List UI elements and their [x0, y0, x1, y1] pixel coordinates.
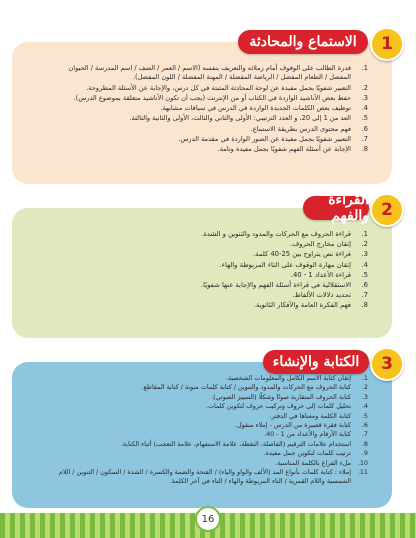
- list-item-text: إملاء : كتابة كلمات بأنواع المد (الألف والواو والياء) / الفتحة والضمة والكسرة / الشدة / السكون / التنوين / اللام الشمسية واللام القمرية / التاء المربوطة والهاء / التاء في آخر الكلمة.: [58, 467, 351, 485]
- list-item-text: توظيف بعض الكلمات الجديدة الواردة في الدرس في سياقات مشابهة.: [160, 104, 351, 113]
- list-item-number: 2.: [361, 383, 368, 392]
- list-item-text: التعبير شفويًا بجمل مفيدة عن لوحة المحادثة المثبتة في كل درس، والإجابة عن الأسئلة المطروحة.: [86, 83, 351, 92]
- list-item-number: 1.: [361, 374, 368, 382]
- list-item-number: 8.: [361, 301, 368, 310]
- list-item: [108, 230, 368, 240]
- list-item-number: 6.: [361, 124, 368, 133]
- list-item-number: 6.: [361, 280, 368, 289]
- list-item-text: كتابة فقرة قصيرة من الدرس - إملاء منقول.: [234, 420, 351, 429]
- list-item: [48, 145, 368, 154]
- list-item: [48, 94, 368, 103]
- list-item-text: ترتيب كلمات لتكوين جمل مفيدة.: [263, 449, 351, 458]
- section-number-badge-2: 2: [370, 193, 404, 227]
- list-item: [48, 459, 368, 468]
- list-item-text: حفظ بعض الأناشيد الواردة في الكتاب أو من الإنترنت (يجب أن تكون الأناشيد متعلقة بموضوع الدرس).: [73, 93, 351, 102]
- list-item-text: تحديد دلالات الألفاظ.: [292, 291, 351, 300]
- list-item: [48, 383, 368, 392]
- list-item: [48, 430, 368, 439]
- listening-speaking-list: [48, 64, 368, 156]
- list-item: [108, 271, 368, 281]
- list-item-text: إتقان مهارة الوقوف على التاء المربوطة والهاء.: [219, 260, 351, 269]
- list-item: [48, 135, 368, 144]
- section-number-badge-3: 3: [370, 347, 404, 381]
- section-title-reading-comprehension: القراءة والفهم: [303, 196, 369, 220]
- list-item-number: 11.: [357, 467, 368, 476]
- list-item: [48, 114, 368, 123]
- list-item-text: العد من 1 إلى 20، و العدد الترتيبي: الأولى والثاني والثالث، الأولى والثانية والثالثة.: [129, 114, 351, 123]
- list-item: [108, 261, 368, 271]
- list-item-text: الإجابة عن أسئلة الفهم شفويًا بجمل مفيدة وتامة.: [217, 145, 351, 154]
- reading-comprehension-list: [108, 230, 368, 312]
- list-item: [48, 125, 368, 134]
- list-item-number: 3.: [361, 392, 368, 401]
- list-item-text: قراءة الحروف مع الحركات والمدود والتنوين و الشدة.: [201, 230, 351, 238]
- list-item-text: التعبير شفويًا بجمل مفيدة عن الصور الواردة في مقدمة الدرس.: [178, 135, 351, 144]
- list-item-text: إتقان مخارج الحروف.: [290, 240, 351, 249]
- list-item-number: 7.: [361, 135, 368, 144]
- list-item: [48, 393, 368, 402]
- list-item-number: 1.: [361, 230, 368, 238]
- list-item-number: 4.: [361, 402, 368, 411]
- list-item-text: فهم محتوى الدرس بطريقة الاستماع.: [250, 124, 351, 133]
- list-item-text: تحليل كلمات إلى حروف وتركيب حروف لتكوين كلمات.: [205, 402, 351, 411]
- list-item-number: 2.: [361, 83, 368, 92]
- list-item-number: 4.: [361, 260, 368, 269]
- list-item-text: فهم الفكرة العامة والأفكار الثانوية.: [253, 301, 351, 310]
- list-item-text: كتابة الحروف مع الحركات والمدود والتنوين / كتابة كلمات منونة / كتابة المقاطع.: [141, 383, 351, 392]
- page-number: 16: [195, 506, 221, 532]
- list-item-number: 7.: [361, 430, 368, 439]
- list-item-number: 2.: [361, 240, 368, 249]
- list-item-text: قراءة نص يتراوح بين 25-40 كلمة.: [252, 250, 351, 259]
- list-item-number: 5.: [361, 411, 368, 420]
- list-item: [48, 374, 368, 383]
- list-item-text: كتابة الكلمة ومعناها في الدفتر.: [269, 411, 351, 420]
- list-item-text: ملء الفراغ بالكلمة المناسبة.: [275, 458, 351, 467]
- list-item: [48, 104, 368, 113]
- section-title-listening-speaking: الاستماع والمحادثة: [238, 30, 368, 54]
- list-item-number: 5.: [361, 270, 368, 279]
- list-item-number: 4.: [361, 104, 368, 113]
- list-item: [48, 84, 368, 93]
- list-item: [48, 412, 368, 421]
- list-item-text: استخدام علامات الترقيم (الفاصلة، النقطة، علامة الاستفهام، علامة التعجب) أثناء الكتابة.: [120, 439, 351, 448]
- writing-composition-list: [48, 374, 368, 486]
- section-title-writing-composition: الكتابة والإنشاء: [263, 350, 369, 374]
- list-item-text: إتقان كتابة الاسم الكامل والمعلومات الشخصية.: [225, 374, 351, 382]
- list-item-number: 10.: [357, 458, 368, 467]
- list-item: [48, 402, 368, 411]
- list-item: [108, 250, 368, 260]
- list-item-text: قدرة الطالب على الوقوف أمام زملائه والتعريف بنفسه (الاسم / العمر / الصف / اسم المدرسة / الحيوان المفضل / الطعام المفضل / الرياضة المفضلة / المهنة المفضلة / اللون المفضل).: [68, 64, 351, 82]
- list-item-number: 5.: [361, 114, 368, 123]
- list-item-text: قراءة الأعداد 1 - 40.: [290, 270, 351, 279]
- list-item: [108, 240, 368, 250]
- list-item-text: كتابة الحروف المتقاربة صوتًا وشكلًا (التمييز الصوتي).: [211, 392, 351, 401]
- list-item: [108, 301, 368, 311]
- list-item-number: 8.: [361, 145, 368, 154]
- list-item: [108, 291, 368, 301]
- list-item-number: 8.: [361, 439, 368, 448]
- list-item-text: الاستقلالية في قراءة أسئلة الفهم والإجابة عنها شفويًا.: [201, 280, 351, 289]
- section-number-badge-1: 1: [370, 27, 404, 61]
- list-item: [48, 440, 368, 449]
- list-item-number: 1.: [361, 64, 368, 72]
- list-item-number: 7.: [361, 291, 368, 300]
- list-item: [48, 421, 368, 430]
- list-item: [48, 449, 368, 458]
- list-item-text: كتابة الأرقام والأعداد من 1 - 40.: [264, 430, 351, 439]
- list-item-number: 3.: [361, 93, 368, 102]
- list-item: [48, 468, 368, 486]
- list-item-number: 9.: [361, 449, 368, 458]
- list-item: [48, 64, 368, 83]
- list-item-number: 6.: [361, 420, 368, 429]
- list-item: [108, 281, 368, 291]
- list-item-number: 3.: [361, 250, 368, 259]
